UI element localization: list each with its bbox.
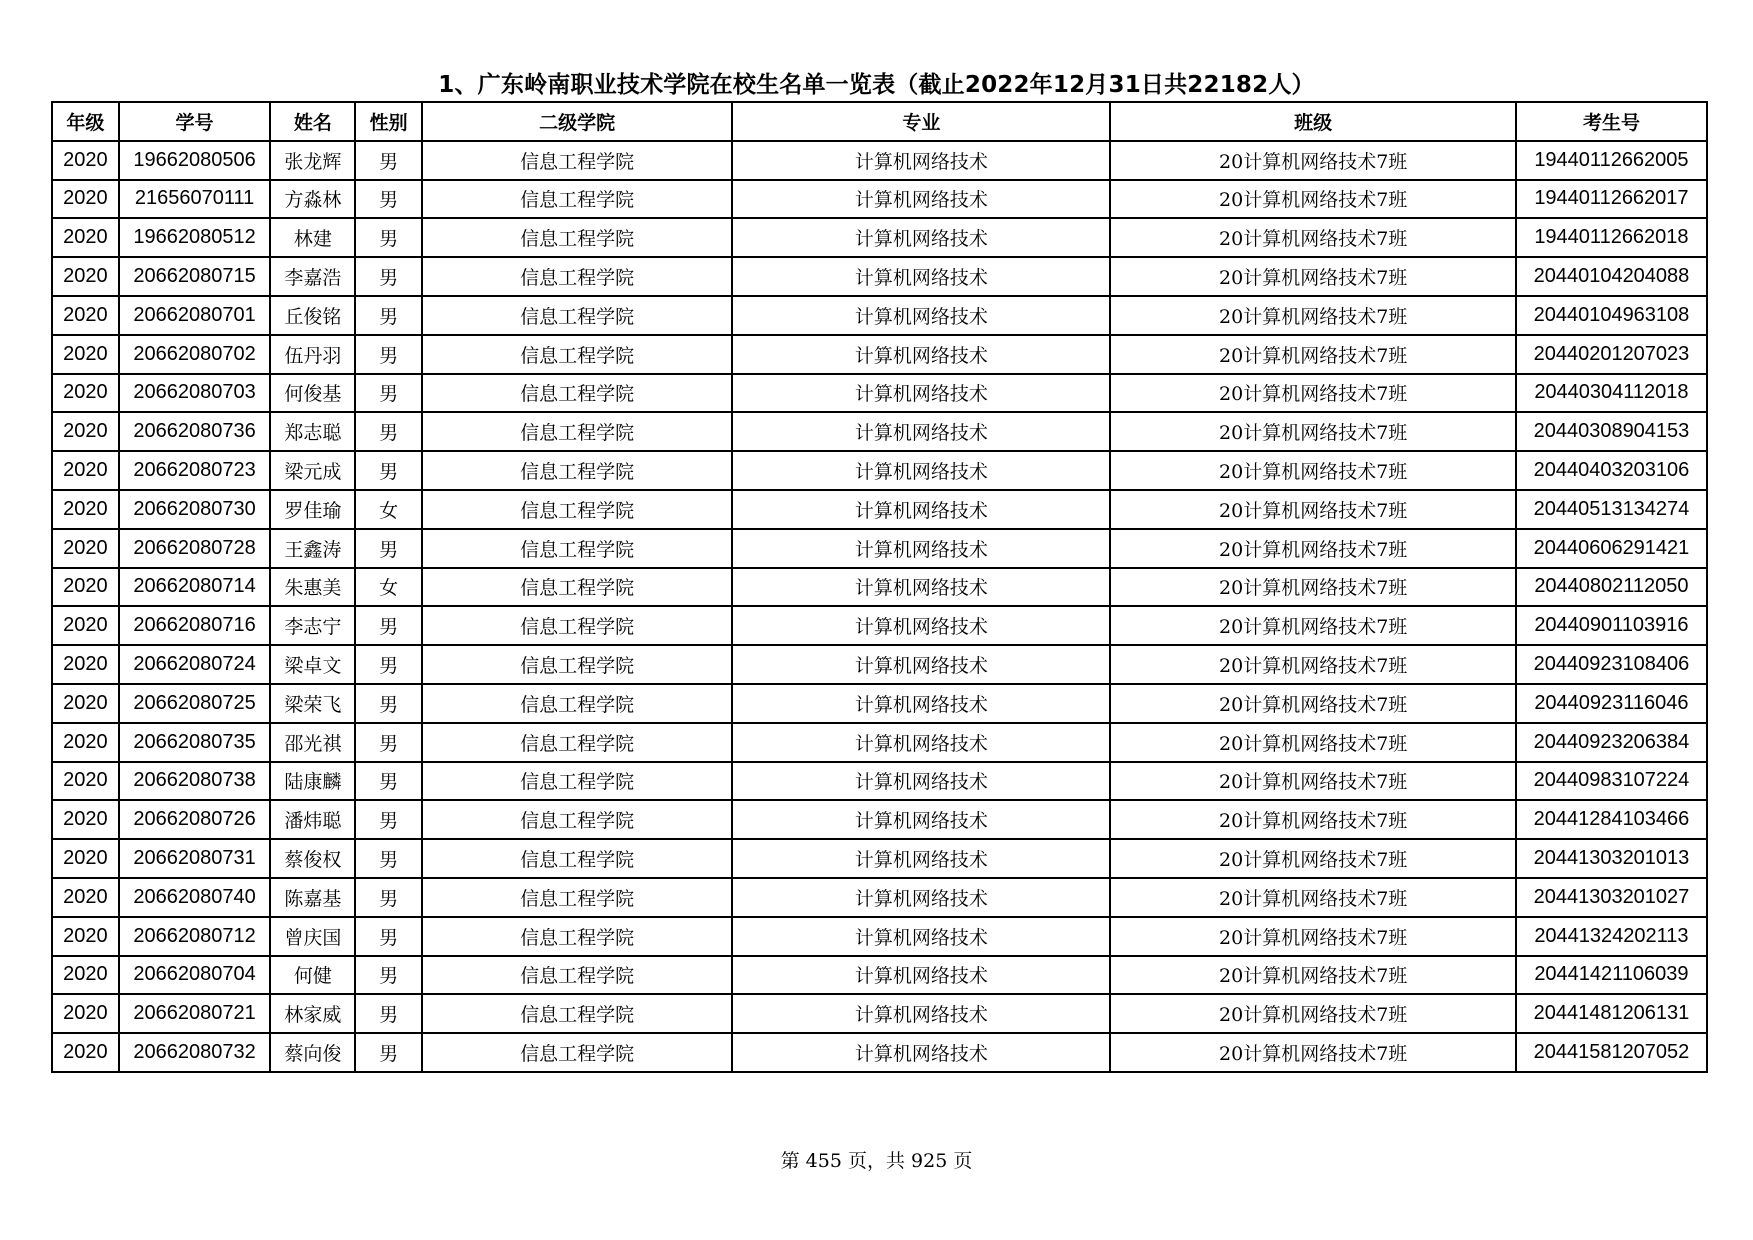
cell-exam-number: 20440802112050 [1516,568,1707,607]
cell-major: 计算机网络技术 [732,490,1110,529]
cell-grade: 2020 [52,296,119,335]
cell-exam-number: 20440308904153 [1516,412,1707,451]
cell-class: 20计算机网络技术7班 [1110,839,1515,878]
cell-college: 信息工程学院 [422,451,732,490]
cell-exam-number: 20440513134274 [1516,490,1707,529]
cell-college: 信息工程学院 [422,723,732,762]
cell-class: 20计算机网络技术7班 [1110,994,1515,1033]
cell-name: 蔡向俊 [270,1033,355,1072]
cell-college: 信息工程学院 [422,994,732,1033]
cell-major: 计算机网络技术 [732,180,1110,219]
table-row [52,800,1707,839]
table-row [52,839,1707,878]
cell-class: 20计算机网络技术7班 [1110,218,1515,257]
cell-class: 20计算机网络技术7班 [1110,374,1515,413]
column-header-name: 姓名 [270,102,355,141]
cell-name: 陈嘉基 [270,878,355,917]
cell-gender: 男 [355,800,422,839]
cell-student-id: 20662080703 [119,374,271,413]
cell-student-id: 20662080728 [119,529,271,568]
cell-major: 计算机网络技术 [732,451,1110,490]
cell-class: 20计算机网络技术7班 [1110,412,1515,451]
cell-grade: 2020 [52,994,119,1033]
table-row [52,374,1707,413]
cell-major: 计算机网络技术 [732,257,1110,296]
cell-exam-number: 20440304112018 [1516,374,1707,413]
cell-name: 罗佳瑜 [270,490,355,529]
cell-exam-number: 20440901103916 [1516,606,1707,645]
cell-gender: 男 [355,412,422,451]
cell-college: 信息工程学院 [422,568,732,607]
cell-grade: 2020 [52,684,119,723]
cell-class: 20计算机网络技术7班 [1110,800,1515,839]
cell-exam-number: 20440606291421 [1516,529,1707,568]
cell-college: 信息工程学院 [422,296,732,335]
cell-grade: 2020 [52,568,119,607]
cell-name: 林建 [270,218,355,257]
cell-class: 20计算机网络技术7班 [1110,684,1515,723]
cell-major: 计算机网络技术 [732,218,1110,257]
cell-college: 信息工程学院 [422,956,732,995]
cell-name: 梁元成 [270,451,355,490]
cell-college: 信息工程学院 [422,878,732,917]
cell-class: 20计算机网络技术7班 [1110,490,1515,529]
cell-major: 计算机网络技术 [732,1033,1110,1072]
cell-major: 计算机网络技术 [732,606,1110,645]
cell-exam-number: 20441324202113 [1516,917,1707,956]
table-row [52,723,1707,762]
cell-name: 方淼林 [270,180,355,219]
cell-college: 信息工程学院 [422,335,732,374]
cell-name: 曾庆国 [270,917,355,956]
cell-class: 20计算机网络技术7班 [1110,451,1515,490]
cell-major: 计算机网络技术 [732,374,1110,413]
cell-college: 信息工程学院 [422,141,732,180]
cell-gender: 男 [355,374,422,413]
cell-college: 信息工程学院 [422,374,732,413]
cell-grade: 2020 [52,374,119,413]
cell-gender: 男 [355,684,422,723]
cell-gender: 男 [355,956,422,995]
cell-name: 伍丹羽 [270,335,355,374]
cell-gender: 男 [355,606,422,645]
cell-grade: 2020 [52,335,119,374]
cell-class: 20计算机网络技术7班 [1110,956,1515,995]
cell-student-id: 19662080512 [119,218,271,257]
cell-college: 信息工程学院 [422,529,732,568]
cell-exam-number: 20440104963108 [1516,296,1707,335]
cell-name: 朱惠美 [270,568,355,607]
cell-gender: 男 [355,1033,422,1072]
cell-major: 计算机网络技术 [732,800,1110,839]
cell-student-id: 20662080730 [119,490,271,529]
cell-college: 信息工程学院 [422,257,732,296]
cell-gender: 男 [355,335,422,374]
cell-gender: 男 [355,645,422,684]
cell-exam-number: 20440983107224 [1516,762,1707,801]
cell-college: 信息工程学院 [422,606,732,645]
cell-exam-number: 20440201207023 [1516,335,1707,374]
cell-exam-number: 20441284103466 [1516,800,1707,839]
table-row [52,878,1707,917]
cell-student-id: 20662080712 [119,917,271,956]
cell-college: 信息工程学院 [422,1033,732,1072]
cell-student-id: 20662080723 [119,451,271,490]
cell-college: 信息工程学院 [422,218,732,257]
table-row [52,529,1707,568]
cell-name: 林家威 [270,994,355,1033]
table-row [52,412,1707,451]
cell-grade: 2020 [52,839,119,878]
cell-student-id: 20662080704 [119,956,271,995]
cell-grade: 2020 [52,180,119,219]
table-header-row [52,102,1707,141]
cell-grade: 2020 [52,412,119,451]
cell-gender: 女 [355,490,422,529]
table-row [52,917,1707,956]
cell-name: 陆康麟 [270,762,355,801]
cell-class: 20计算机网络技术7班 [1110,335,1515,374]
cell-college: 信息工程学院 [422,800,732,839]
cell-exam-number: 20441421106039 [1516,956,1707,995]
cell-student-id: 20662080738 [119,762,271,801]
cell-major: 计算机网络技术 [732,839,1110,878]
cell-grade: 2020 [52,1033,119,1072]
cell-gender: 男 [355,451,422,490]
cell-name: 张龙辉 [270,141,355,180]
cell-class: 20计算机网络技术7班 [1110,762,1515,801]
cell-grade: 2020 [52,451,119,490]
cell-major: 计算机网络技术 [732,412,1110,451]
table-row [52,762,1707,801]
cell-grade: 2020 [52,878,119,917]
cell-exam-number: 20440923206384 [1516,723,1707,762]
cell-college: 信息工程学院 [422,684,732,723]
cell-gender: 男 [355,296,422,335]
cell-gender: 男 [355,762,422,801]
cell-grade: 2020 [52,529,119,568]
column-header-college: 二级学院 [422,102,732,141]
cell-college: 信息工程学院 [422,839,732,878]
table-row [52,490,1707,529]
cell-gender: 男 [355,723,422,762]
cell-student-id: 20662080725 [119,684,271,723]
cell-gender: 女 [355,568,422,607]
cell-name: 何健 [270,956,355,995]
cell-grade: 2020 [52,723,119,762]
cell-name: 邵光祺 [270,723,355,762]
cell-student-id: 20662080714 [119,568,271,607]
table-row [52,606,1707,645]
cell-gender: 男 [355,257,422,296]
cell-student-id: 20662080731 [119,839,271,878]
column-header-gender: 性别 [355,102,422,141]
cell-class: 20计算机网络技术7班 [1110,1033,1515,1072]
cell-gender: 男 [355,839,422,878]
cell-name: 李嘉浩 [270,257,355,296]
cell-grade: 2020 [52,917,119,956]
column-header-major: 专业 [732,102,1110,141]
cell-grade: 2020 [52,141,119,180]
cell-exam-number: 20441481206131 [1516,994,1707,1033]
table-row [52,180,1707,219]
cell-student-id: 20662080726 [119,800,271,839]
cell-exam-number: 20441303201027 [1516,878,1707,917]
cell-grade: 2020 [52,218,119,257]
cell-major: 计算机网络技术 [732,684,1110,723]
cell-gender: 男 [355,878,422,917]
cell-class: 20计算机网络技术7班 [1110,917,1515,956]
cell-name: 丘俊铭 [270,296,355,335]
cell-gender: 男 [355,994,422,1033]
cell-major: 计算机网络技术 [732,956,1110,995]
cell-class: 20计算机网络技术7班 [1110,180,1515,219]
cell-grade: 2020 [52,490,119,529]
cell-class: 20计算机网络技术7班 [1110,606,1515,645]
cell-exam-number: 19440112662018 [1516,218,1707,257]
column-header-student-id: 学号 [119,102,271,141]
cell-student-id: 20662080701 [119,296,271,335]
cell-student-id: 20662080715 [119,257,271,296]
cell-class: 20计算机网络技术7班 [1110,568,1515,607]
cell-college: 信息工程学院 [422,762,732,801]
cell-student-id: 20662080702 [119,335,271,374]
page-title: 1、广东岭南职业技术学院在校生名单一览表（截止2022年12月31日共22182人） [438,72,1315,98]
cell-exam-number: 20440923108406 [1516,645,1707,684]
cell-college: 信息工程学院 [422,412,732,451]
cell-exam-number: 20441303201013 [1516,839,1707,878]
cell-college: 信息工程学院 [422,645,732,684]
cell-class: 20计算机网络技术7班 [1110,296,1515,335]
cell-grade: 2020 [52,645,119,684]
cell-major: 计算机网络技术 [732,762,1110,801]
cell-major: 计算机网络技术 [732,723,1110,762]
cell-major: 计算机网络技术 [732,141,1110,180]
cell-student-id: 20662080732 [119,1033,271,1072]
cell-major: 计算机网络技术 [732,568,1110,607]
cell-grade: 2020 [52,606,119,645]
cell-exam-number: 20440403203106 [1516,451,1707,490]
table-row [52,956,1707,995]
cell-student-id: 21656070111 [119,180,271,219]
cell-exam-number: 19440112662017 [1516,180,1707,219]
cell-major: 计算机网络技术 [732,335,1110,374]
cell-student-id: 20662080724 [119,645,271,684]
cell-major: 计算机网络技术 [732,529,1110,568]
cell-class: 20计算机网络技术7班 [1110,257,1515,296]
cell-college: 信息工程学院 [422,180,732,219]
table-row [52,218,1707,257]
cell-name: 梁荣飞 [270,684,355,723]
cell-name: 梁卓文 [270,645,355,684]
cell-student-id: 19662080506 [119,141,271,180]
cell-gender: 男 [355,180,422,219]
cell-gender: 男 [355,529,422,568]
cell-student-id: 20662080735 [119,723,271,762]
table-row [52,645,1707,684]
cell-gender: 男 [355,218,422,257]
table-row [52,684,1707,723]
cell-college: 信息工程学院 [422,917,732,956]
cell-gender: 男 [355,917,422,956]
cell-grade: 2020 [52,257,119,296]
cell-class: 20计算机网络技术7班 [1110,645,1515,684]
cell-major: 计算机网络技术 [732,296,1110,335]
cell-class: 20计算机网络技术7班 [1110,723,1515,762]
cell-major: 计算机网络技术 [732,917,1110,956]
cell-class: 20计算机网络技术7班 [1110,878,1515,917]
cell-grade: 2020 [52,800,119,839]
cell-name: 潘炜聪 [270,800,355,839]
cell-student-id: 20662080716 [119,606,271,645]
cell-student-id: 20662080740 [119,878,271,917]
cell-major: 计算机网络技术 [732,645,1110,684]
cell-gender: 男 [355,141,422,180]
cell-major: 计算机网络技术 [732,878,1110,917]
column-header-exam-number: 考生号 [1516,102,1707,141]
cell-exam-number: 20440923116046 [1516,684,1707,723]
student-roster-table [51,101,1708,1073]
column-header-class: 班级 [1110,102,1515,141]
table-body [52,141,1707,1072]
cell-student-id: 20662080736 [119,412,271,451]
cell-college: 信息工程学院 [422,490,732,529]
cell-name: 李志宁 [270,606,355,645]
table-row [52,451,1707,490]
cell-name: 何俊基 [270,374,355,413]
cell-name: 蔡俊权 [270,839,355,878]
cell-student-id: 20662080721 [119,994,271,1033]
cell-name: 王鑫涛 [270,529,355,568]
cell-exam-number: 20440104204088 [1516,257,1707,296]
cell-grade: 2020 [52,956,119,995]
cell-class: 20计算机网络技术7班 [1110,141,1515,180]
table-row [52,296,1707,335]
cell-class: 20计算机网络技术7班 [1110,529,1515,568]
table-row [52,994,1707,1033]
cell-exam-number: 19440112662005 [1516,141,1707,180]
table-row [52,568,1707,607]
cell-name: 郑志聪 [270,412,355,451]
table-row [52,141,1707,180]
column-header-grade: 年级 [52,102,119,141]
table-row [52,335,1707,374]
cell-exam-number: 20441581207052 [1516,1033,1707,1072]
cell-grade: 2020 [52,762,119,801]
table-row [52,257,1707,296]
table-row [52,1033,1707,1072]
cell-major: 计算机网络技术 [732,994,1110,1033]
page-number: 第 455 页，共 925 页 [780,1150,973,1172]
